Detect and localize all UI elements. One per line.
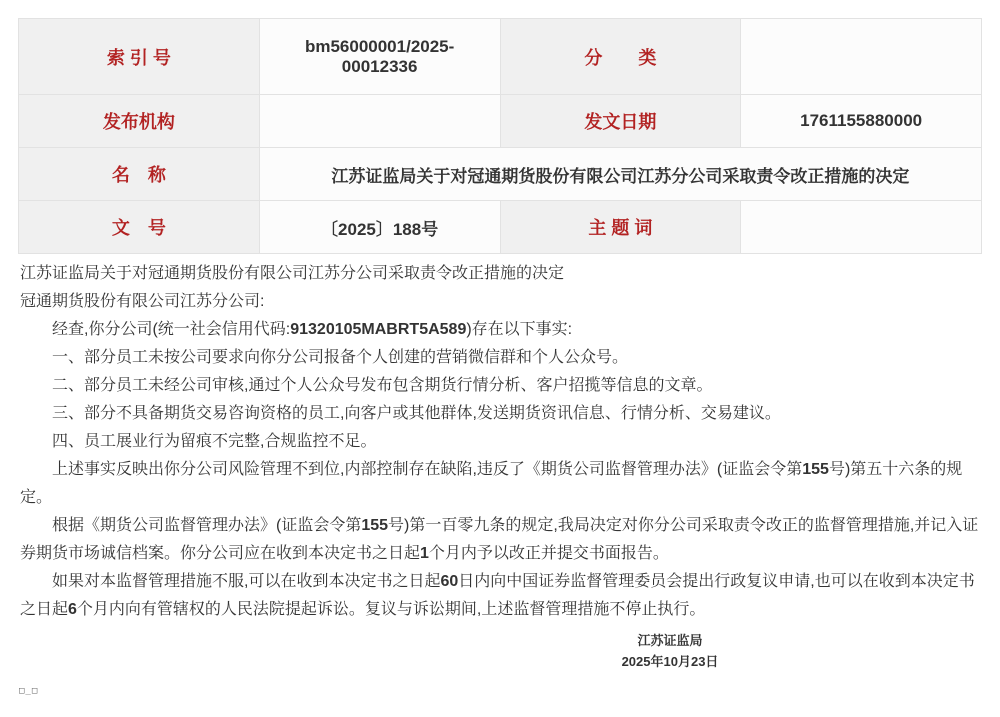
doc-no-value: 〔2025〕188号 [259,201,500,254]
credit-code: 91320105MABRT5A589 [290,321,467,338]
agency-value [259,95,500,148]
signature-block [500,630,840,672]
decision-tail: 个月内予以改正并提交书面报告。 [428,545,669,562]
correction-months: 1 [420,545,429,562]
fact-item-1: 一、部分员工未按公司要求向你分公司报备个人创建的营销微信群和个人公众号。 [52,349,629,366]
fact-item-2: 二、部分员工未经公司审核,通过个人公众号发布包含期货行情分析、客户招揽等信息的文章。 [52,377,713,394]
decision-order-number: 155 [361,517,389,534]
index-label: 索 引 号 [19,19,260,95]
facts-intro-paragraph [20,316,980,344]
appeal-mid: 日内向中国证券监督管理委员会提出行政复议申请,也可以在收到本决定书之日起 [20,573,975,618]
meta-row-index-category [19,19,982,95]
fact-item-4: 四、员工展业行为留痕不完整,合规监控不足。 [52,433,377,450]
category-label: 分 类 [500,19,741,95]
issue-date-label: 发文日期 [500,95,741,148]
lawsuit-months: 6 [68,601,77,618]
meta-row-agency-date [19,95,982,148]
agency-label: 发布机构 [19,95,260,148]
doc-meta-table [18,18,982,254]
doc-title-line: 江苏证监局关于对冠通期货股份有限公司江苏分公司采取责令改正措施的决定 [20,265,565,282]
appeal-days: 60 [440,573,459,590]
meta-row-docno-subject [19,201,982,254]
violation-paragraph [20,456,980,512]
facts-intro-text: 经查,你分公司(统一社会信用代码: [52,321,291,338]
issue-date-value: 1761155880000 [741,95,982,148]
name-label: 名 称 [19,148,260,201]
doc-no-label: 文 号 [19,201,260,254]
decision-text: 根据《期货公司监督管理办法》(证监会令第 [52,517,362,534]
meta-row-name [19,148,982,201]
subject-label: 主 题 词 [500,201,741,254]
violation-tail: 号)第五十六条的规定。 [20,461,963,506]
index-value: bm56000001/2025-00012336 [259,19,500,95]
appeal-tail: 个月内向有管辖权的人民法院提起诉讼。复议与诉讼期间,上述监督管理措施不停止执行。 [76,601,706,618]
name-value: 江苏证监局关于对冠通期货股份有限公司江苏分公司采取责令改正措施的决定 [259,148,981,201]
facts-intro-tail: )存在以下事实: [466,321,573,338]
subject-value [741,201,982,254]
document-body [20,260,980,624]
appeal-paragraph [20,568,980,624]
order-number-155: 155 [802,461,829,478]
broken-glyph-placeholder: □_□ [19,686,39,696]
addressee-line: 冠通期货股份有限公司江苏分公司: [20,293,265,310]
signature-org: 江苏证监局 [637,633,703,648]
signature-date: 2025年10月23日 [621,654,719,669]
violation-text: 上述事实反映出你分公司风险管理不到位,内部控制存在缺陷,违反了《期货公司监督管理办法》(证监会令第 [52,461,803,478]
decision-mid: 号)第一百零九条的规定,我局决定对你分公司采取责令改正的监督管理措施,并记入证券期货市场诚信档案。你分公司应在收到本决定书之日起 [20,517,979,562]
decision-paragraph [20,512,980,568]
appeal-text: 如果对本监督管理措施不服,可以在收到本决定书之日起 [52,573,441,590]
fact-item-3: 三、部分不具备期货交易咨询资格的员工,向客户或其他群体,发送期货资讯信息、行情分析、交易建议。 [52,405,781,422]
category-value [741,19,982,95]
